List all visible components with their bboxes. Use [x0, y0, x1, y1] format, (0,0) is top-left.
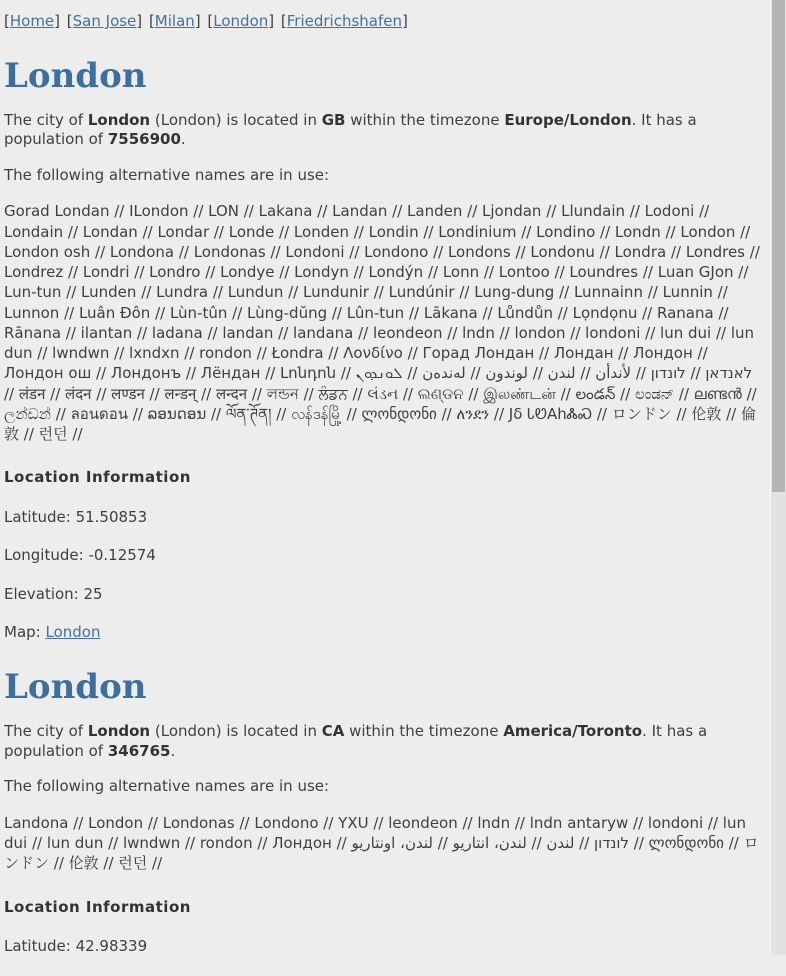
country-code: GB	[322, 111, 346, 129]
intro-text: within the timezone	[344, 722, 503, 740]
bracket-open: [	[207, 12, 213, 30]
nav-link-london[interactable]: London	[213, 12, 268, 30]
population: 346765	[108, 742, 171, 760]
elevation-value: 25	[84, 585, 103, 603]
nav-link-friedrichshafen[interactable]: Friedrichshafen	[287, 12, 402, 30]
latitude-line	[4, 508, 762, 528]
latitude-line	[4, 937, 762, 957]
intro-text: ) is located in	[216, 722, 322, 740]
bracket-close: ]	[136, 12, 142, 30]
intro-text: .	[181, 130, 186, 148]
latitude-label: Latitude:	[4, 508, 76, 526]
intro-text: . It has a population of	[4, 722, 707, 760]
top-nav	[4, 12, 762, 32]
nav-item-san-jose	[67, 12, 142, 30]
longitude-label: Longitude:	[4, 546, 88, 564]
intro-text: ) is located in	[216, 111, 322, 129]
nav-item-london	[207, 12, 274, 30]
location-info-header: Location Information	[4, 898, 762, 918]
city-name-bold: London	[88, 111, 150, 129]
location-info-header: Location Information	[4, 468, 762, 488]
longitude-value: -0.12574	[88, 546, 155, 564]
latitude-label: Latitude:	[4, 937, 76, 955]
intro-text: The city of	[4, 722, 88, 740]
city-heading: London	[4, 669, 762, 706]
elevation-line	[4, 585, 762, 605]
city-section-london-ca	[4, 669, 762, 957]
nav-link-san-jose[interactable]: San Jose	[73, 12, 137, 30]
bracket-close: ]	[402, 12, 408, 30]
bracket-open: [	[4, 12, 10, 30]
intro-text: within the timezone	[345, 111, 504, 129]
longitude-line	[4, 546, 762, 566]
elevation-label: Elevation:	[4, 585, 84, 603]
bracket-open: [	[281, 12, 287, 30]
bracket-close: ]	[195, 12, 201, 30]
bracket-open: [	[149, 12, 155, 30]
alt-names-label: The following alternative names are in use:	[4, 166, 762, 186]
intro-text: The city of	[4, 111, 88, 129]
nav-item-milan	[149, 12, 201, 30]
city-name-bold: London	[88, 722, 150, 740]
nav-link-milan[interactable]: Milan	[155, 12, 195, 30]
alt-names-list: Landona // London // Londonas // Londono // YXU // leondeon // lndn // lndn antaryw // londoni // lun dui // lun dun // lwndwn // rondon // Лондон // לונדון // لندن // لندن، انتاریو // لندن، اونتاريو // ლონდონი // ロンドン // 伦敦 // 런던 //	[4, 813, 762, 874]
bracket-close: ]	[54, 12, 60, 30]
nav-link-home[interactable]: Home	[10, 12, 54, 30]
intro-text: .	[170, 742, 175, 760]
latitude-value: 42.98339	[76, 937, 148, 955]
city-alt-name: London	[161, 722, 216, 740]
map-link[interactable]: London	[45, 623, 100, 641]
intro-text: (	[150, 111, 161, 129]
alt-names-label: The following alternative names are in use:	[4, 777, 762, 797]
scrollbar-thumb[interactable]	[772, 0, 785, 492]
city-alt-name: London	[161, 111, 216, 129]
latitude-value: 51.50853	[76, 508, 148, 526]
city-section-london-gb	[4, 58, 762, 643]
nav-item-friedrichshafen	[281, 12, 408, 30]
city-intro	[4, 111, 762, 150]
map-label: Map:	[4, 623, 45, 641]
timezone: America/Toronto	[503, 722, 642, 740]
country-code: CA	[322, 722, 345, 740]
city-intro	[4, 722, 762, 761]
nav-item-home	[4, 12, 60, 30]
city-heading: London	[4, 58, 762, 95]
timezone: Europe/London	[504, 111, 631, 129]
scrollbar[interactable]	[770, 0, 786, 955]
intro-text: (	[150, 722, 161, 740]
population: 7556900	[108, 130, 181, 148]
map-line	[4, 623, 762, 643]
bracket-close: ]	[268, 12, 274, 30]
intro-text: . It has a population of	[4, 111, 697, 149]
bracket-open: [	[67, 12, 73, 30]
alt-names-list: Gorad Londan // ILondon // LON // Lakana // Landan // Landen // Ljondan // Llundain // Lodoni // Londain // Londan // Londar // Londe // Londen // Londin // Londinium // Londino // Londn // London // London osh // Londona // Londonas // Londoni // Londono // Londons // Londonu // Londra // Londres // Londrez // Londri // Londro // Londye // Londyn // Londýn // Lonn // Lontoo // Loundres // Luan GJon // Lun-tun // Lunden // Lundra // Lundun // Lundunir // Lundúnir // Lung-dung // Lunnainn // Lunnin // Lunnon // Luân Đôn // Lùn-tûn // Lùng-dŭng // Lûn-tun // Lākana // Lůndůn // Lọndọnu // Ranana // Rānana // ilantan // ladana // landan // landana // leondeon // lndn // london // londoni // lun dui // lun dun // lwndwn // lxndxn // rondon // Łondra // Λονδίνο // Горад Лондан // Лондан // Лондон // Лондон ош // Лондонъ // Лёндан // Լոնդոն // לאנדאן // לונדון // لأندأن // لندن // لوندون // لەندەن // ܠܘܢܕܘܢ // लंडन // लंदन // लण्डन // लन्डन् // लन्दन // লন্ডন // ਲੰਡਨ // લંડન // ଲଣ୍ଡନ // இலண்டன் // లండన్ // ಲಂಡನ್ // ലണ്ടൻ // ලන්ඩන් // ลอนดอน // ລອນດອນ // ལོན་ཊོན། // လန်ဒန်မြို့ // ლონდონი // ለንደን // Jδ ᏓᏬAhᏜᏍ // ロンドン // 伦敦 // 倫敦 // 런던 //	[4, 201, 762, 444]
